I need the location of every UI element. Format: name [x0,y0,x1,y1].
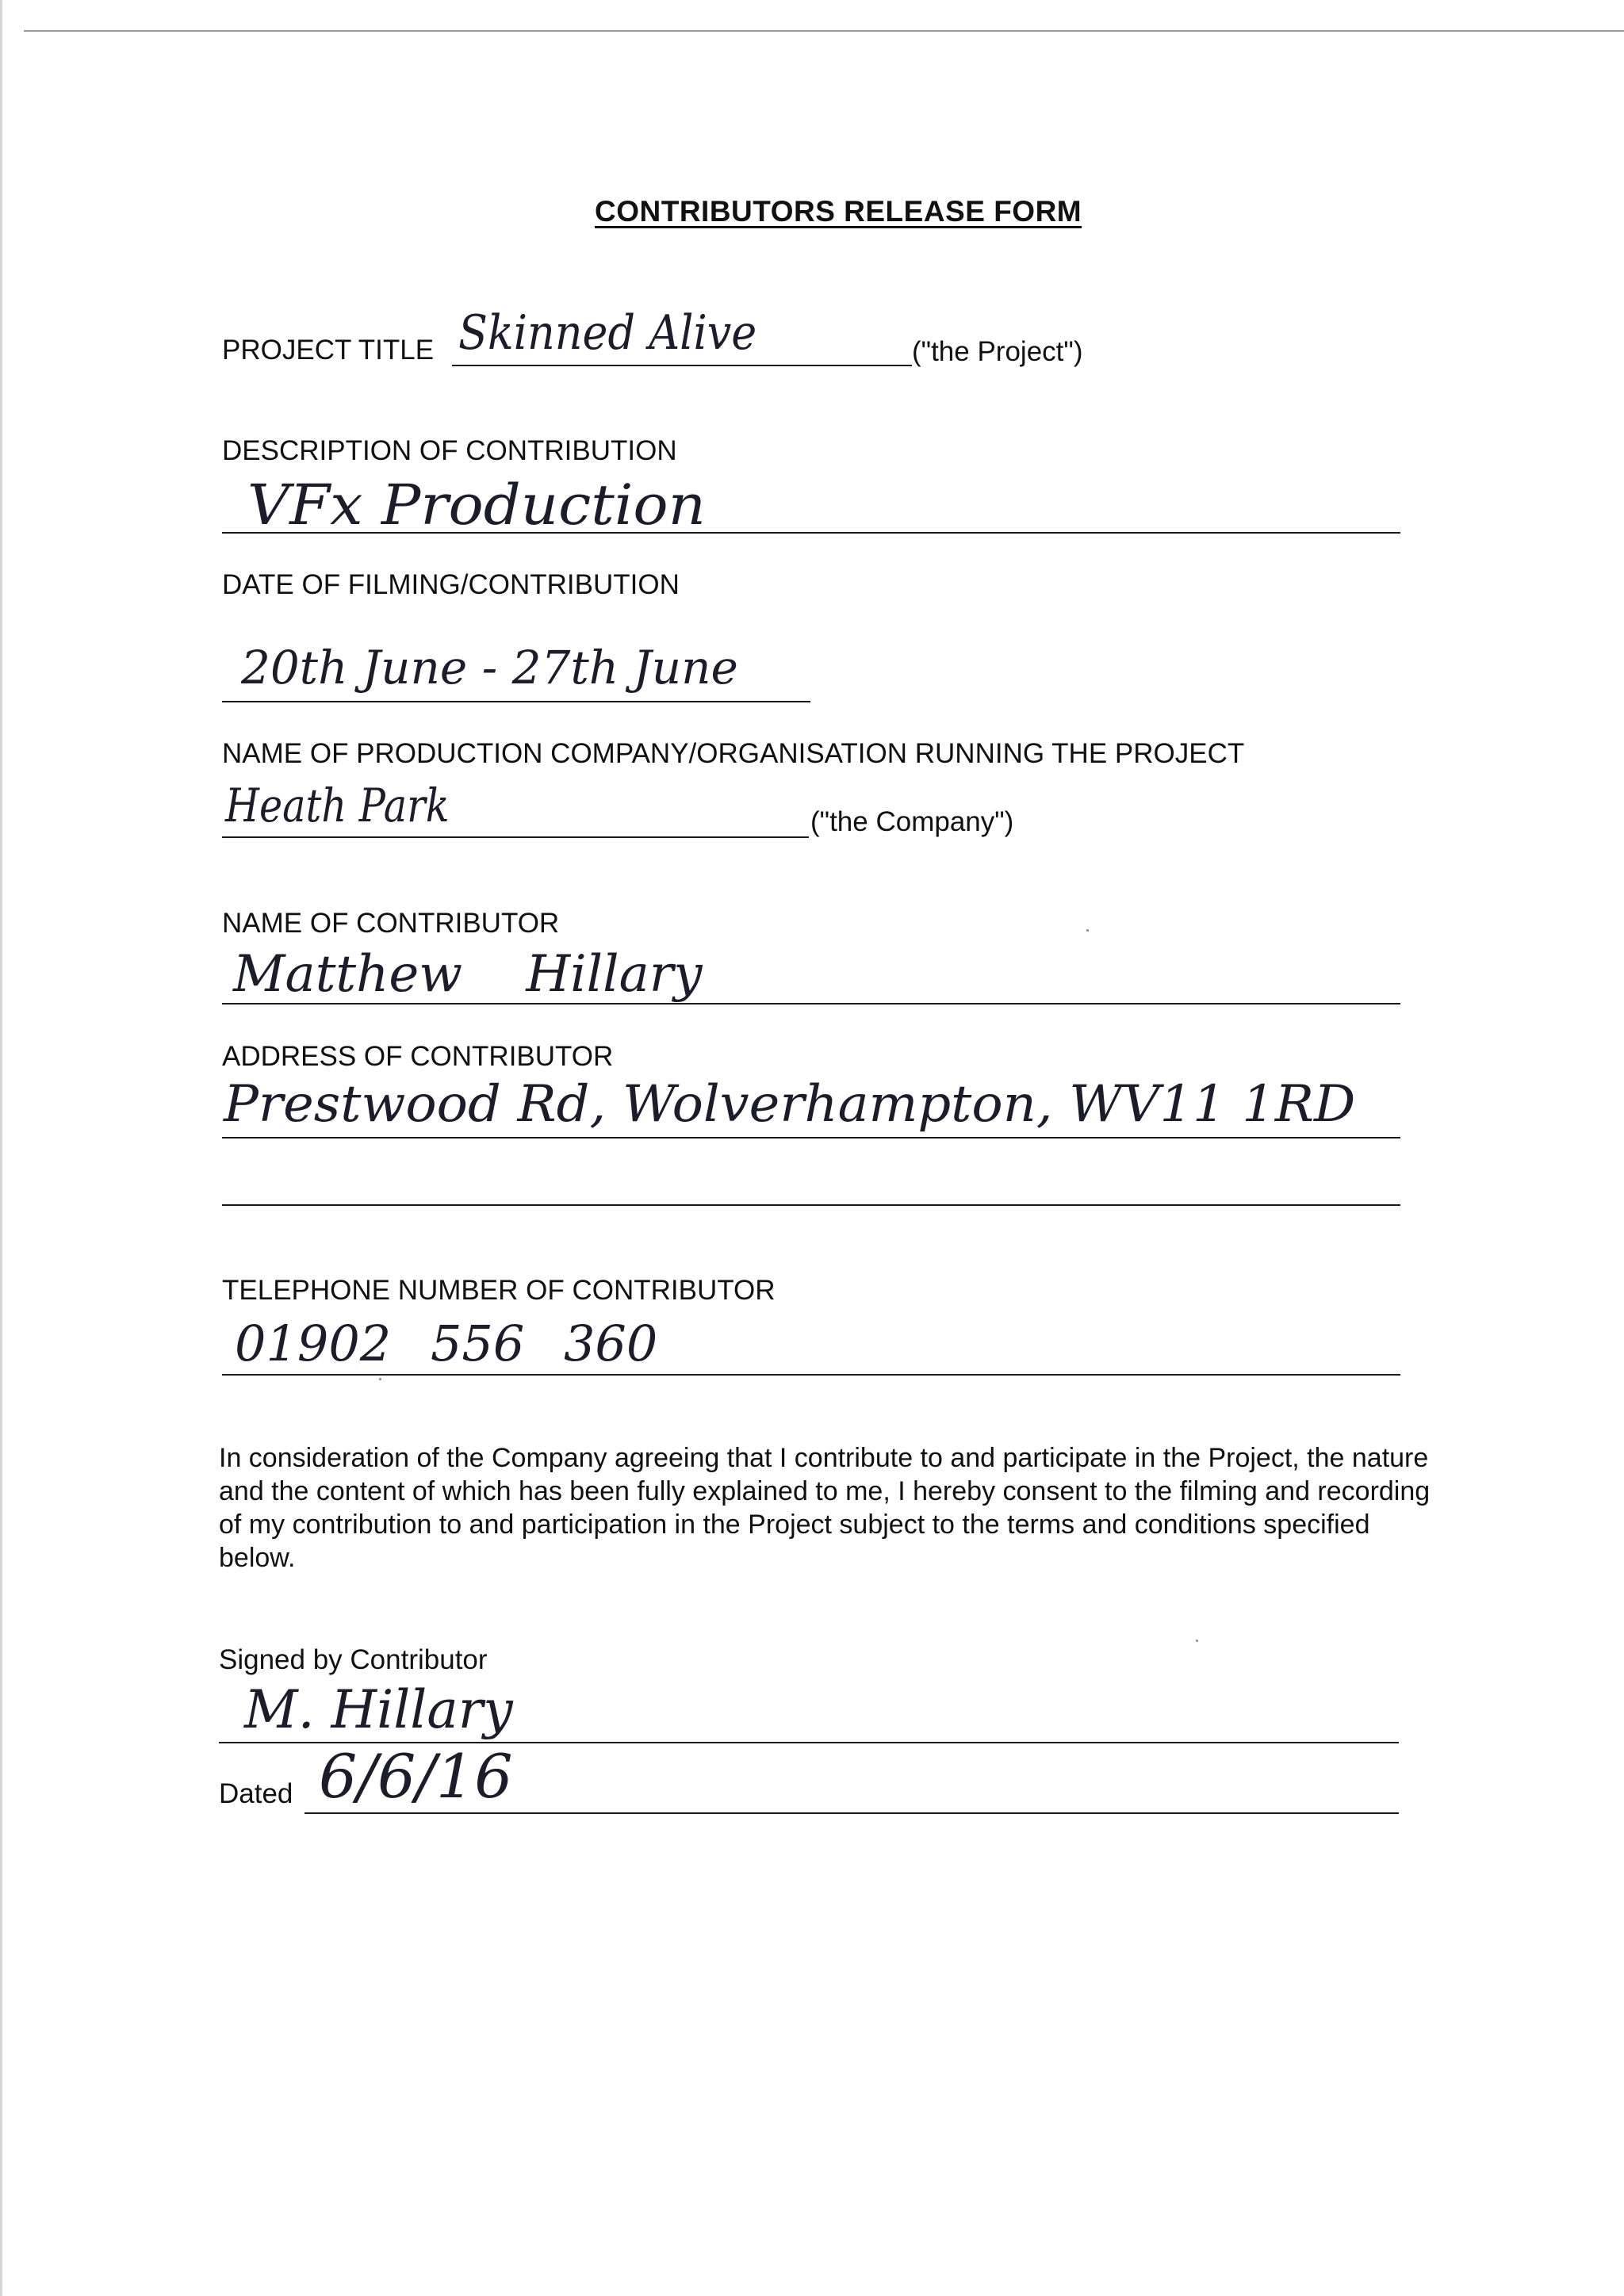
signature-value: M. Hillary [244,1679,513,1740]
project-title-line [452,365,912,366]
company-line [222,836,809,838]
consent-paragraph: In consideration of the Company agreeing that I contribute to and participate in the Project, the nature and the content of which has been fully explained to me, I hereby consent to the filming and recording of my contribution to and participation in the Project subject to the terms and conditions specified below. [219,1443,1431,1573]
signed-label: Signed by Contributor [219,1644,488,1675]
project-title-label: PROJECT TITLE [222,335,435,365]
description-value: VFx Production [247,473,706,538]
contributor-value: Matthew Hillary [233,945,703,1004]
address-label: ADDRESS OF CONTRIBUTOR [222,1041,614,1072]
telephone-label: TELEPHONE NUMBER OF CONTRIBUTOR [222,1275,776,1306]
contributor-label: NAME OF CONTRIBUTOR [222,908,560,939]
scan-edge-top [24,30,1624,32]
telephone-line [222,1374,1400,1376]
scan-speck [1196,1640,1198,1642]
address-line-1 [222,1137,1400,1138]
date-label: DATE OF FILMING/CONTRIBUTION [222,569,680,600]
date-value: 20th June - 27th June [241,641,738,695]
date-line [222,701,810,702]
scan-speck [1086,929,1089,932]
project-title-value: Skinned Alive [458,305,757,361]
company-value: Heath Park [225,779,450,832]
dated-label: Dated [219,1778,293,1809]
scan-speck [379,1378,381,1380]
description-label: DESCRIPTION OF CONTRIBUTION [222,435,677,466]
form-title: CONTRIBUTORS RELEASE FORM [595,195,1082,228]
scan-edge-left [0,0,2,2296]
company-label: NAME OF PRODUCTION COMPANY/ORGANISATION RUNNING THE PROJECT [222,738,1245,769]
dated-line [304,1812,1399,1814]
address-value: Prestwood Rd, Wolverhampton, WV11 1RD [224,1075,1356,1134]
address-line-2 [222,1204,1400,1206]
telephone-value: 01902 556 360 [235,1314,658,1372]
company-suffix: ("the Company") [810,806,1014,837]
project-suffix: ("the Project") [912,336,1083,367]
dated-value: 6/6/16 [319,1741,513,1812]
